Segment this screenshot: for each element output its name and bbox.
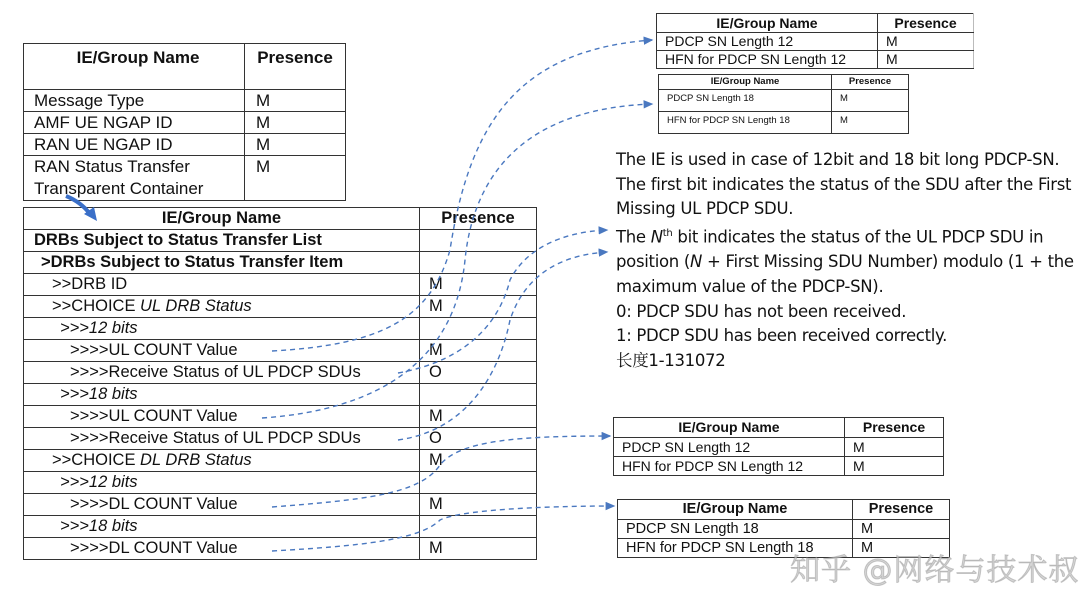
ie-presence: M	[853, 520, 950, 539]
header-ie-group-name: IE/Group Name	[659, 75, 832, 90]
header-presence: Presence	[832, 75, 909, 90]
ie-presence	[420, 252, 537, 274]
ie-presence: M	[245, 112, 346, 134]
table-row	[24, 134, 346, 156]
table-row	[614, 457, 944, 476]
ie-presence: M	[420, 538, 537, 560]
ie-presence: O	[420, 428, 537, 450]
ie-name: DRBs Subject to Status Transfer List	[24, 230, 420, 252]
ie-presence: M	[878, 51, 974, 69]
receive-status-description	[616, 148, 1076, 374]
ie-name: >>>>DL COUNT Value	[24, 494, 420, 516]
table-row	[24, 538, 537, 560]
ie-presence	[420, 230, 537, 252]
table-row	[24, 472, 537, 494]
table-row	[24, 318, 537, 340]
header-presence: Presence	[878, 14, 974, 33]
ie-presence: M	[845, 457, 944, 476]
ie-presence: M	[245, 90, 346, 112]
table-row	[657, 51, 974, 69]
ie-presence	[420, 516, 537, 538]
ie-presence: M	[853, 539, 950, 558]
table-row	[659, 90, 909, 112]
ie-name: HFN for PDCP SN Length 12	[657, 51, 878, 69]
table-row	[24, 156, 346, 201]
ie-presence: M	[245, 156, 346, 201]
table-row	[24, 384, 537, 406]
ie-name: >>>>UL COUNT Value	[24, 340, 420, 362]
dl-count-12bit-table	[613, 417, 944, 476]
ie-name: >>>>Receive Status of UL PDCP SDUs	[24, 362, 420, 384]
header-presence: Presence	[853, 500, 950, 520]
table-row	[24, 90, 346, 112]
ie-name: >>>12 bits	[24, 472, 420, 494]
table-row	[24, 362, 537, 384]
ie-name: HFN for PDCP SN Length 18	[659, 112, 832, 134]
desc-line: The first bit indicates the status of the SDU after the First Missing UL PDCP SDU.	[616, 174, 1072, 219]
table-row	[24, 340, 537, 362]
ie-presence: M	[832, 112, 909, 134]
desc-line: The $N^{th}$ bit indicates the status of the UL PDCP SDU in position (N + First Missing SDU Number) modulo (1 + the maximum value of the PDCP-SN).	[616, 227, 1074, 297]
header-presence: Presence	[245, 44, 346, 90]
ie-name: AMF UE NGAP ID	[24, 112, 245, 134]
table-row	[24, 296, 537, 318]
table-row	[24, 406, 537, 428]
table-row	[614, 438, 944, 457]
ie-name: >>>18 bits	[24, 516, 420, 538]
table-row	[659, 112, 909, 134]
ie-presence	[420, 472, 537, 494]
ie-name: PDCP SN Length 12	[614, 438, 845, 457]
ie-presence: M	[878, 33, 974, 51]
ie-name: RAN UE NGAP ID	[24, 134, 245, 156]
table-row	[24, 112, 346, 134]
header-presence: Presence	[845, 418, 944, 438]
header-ie-group-name: IE/Group Name	[618, 500, 853, 520]
ie-presence: M	[420, 274, 537, 296]
ie-presence: M	[245, 134, 346, 156]
table-row	[24, 252, 537, 274]
ul-count-12bit-table	[656, 13, 974, 69]
watermark: 知乎 @网络与技术叔	[790, 553, 1080, 588]
drbs-status-transfer-table	[23, 207, 537, 560]
ie-name: PDCP SN Length 12	[657, 33, 878, 51]
ie-name: >>>18 bits	[24, 384, 420, 406]
ie-name: >>>>UL COUNT Value	[24, 406, 420, 428]
table-row	[24, 450, 537, 472]
ie-name: RAN Status Transfer Transparent Container	[24, 156, 245, 201]
table-row	[24, 274, 537, 296]
ie-presence: M	[420, 450, 537, 472]
desc-line: 长度1-131072	[616, 351, 726, 371]
ie-name: PDCP SN Length 18	[618, 520, 853, 539]
ie-name: >>CHOICE DL DRB Status	[24, 450, 420, 472]
ie-name: Message Type	[24, 90, 245, 112]
header-ie-group-name: IE/Group Name	[657, 14, 878, 33]
desc-line: The IE is used in case of 12bit and 18 bit long PDCP-SN.	[616, 150, 1060, 169]
header-ie-group-name: IE/Group Name	[614, 418, 845, 438]
ul-count-18bit-table	[658, 74, 909, 134]
ie-name: HFN for PDCP SN Length 18	[618, 539, 853, 558]
ie-presence	[420, 318, 537, 340]
table-row	[24, 428, 537, 450]
ie-name: >>>>Receive Status of UL PDCP SDUs	[24, 428, 420, 450]
ie-presence: M	[420, 494, 537, 516]
ie-name: >>>>DL COUNT Value	[24, 538, 420, 560]
ie-presence: M	[420, 340, 537, 362]
desc-line: 0: PDCP SDU has not been received.	[616, 301, 907, 321]
header-presence: Presence	[420, 208, 537, 230]
desc-line: 1: PDCP SDU has been received correctly.	[616, 326, 948, 346]
ie-presence: M	[832, 90, 909, 112]
ie-name: PDCP SN Length 18	[659, 90, 832, 112]
table-row	[24, 494, 537, 516]
ie-presence: O	[420, 362, 537, 384]
header-ie-group-name: IE/Group Name	[24, 208, 420, 230]
table-row	[618, 520, 950, 539]
ie-presence: M	[845, 438, 944, 457]
ie-presence: M	[420, 406, 537, 428]
ie-name: >DRBs Subject to Status Transfer Item	[24, 252, 420, 274]
ie-presence: M	[420, 296, 537, 318]
ngap-message-table	[23, 43, 346, 201]
table-row	[24, 230, 537, 252]
ie-name: >>DRB ID	[24, 274, 420, 296]
header-ie-group-name: IE/Group Name	[24, 44, 245, 90]
ie-presence	[420, 384, 537, 406]
ie-name: HFN for PDCP SN Length 12	[614, 457, 845, 476]
ie-name: >>>12 bits	[24, 318, 420, 340]
table-row	[24, 516, 537, 538]
table-row	[657, 33, 974, 51]
ie-name: >>CHOICE UL DRB Status	[24, 296, 420, 318]
